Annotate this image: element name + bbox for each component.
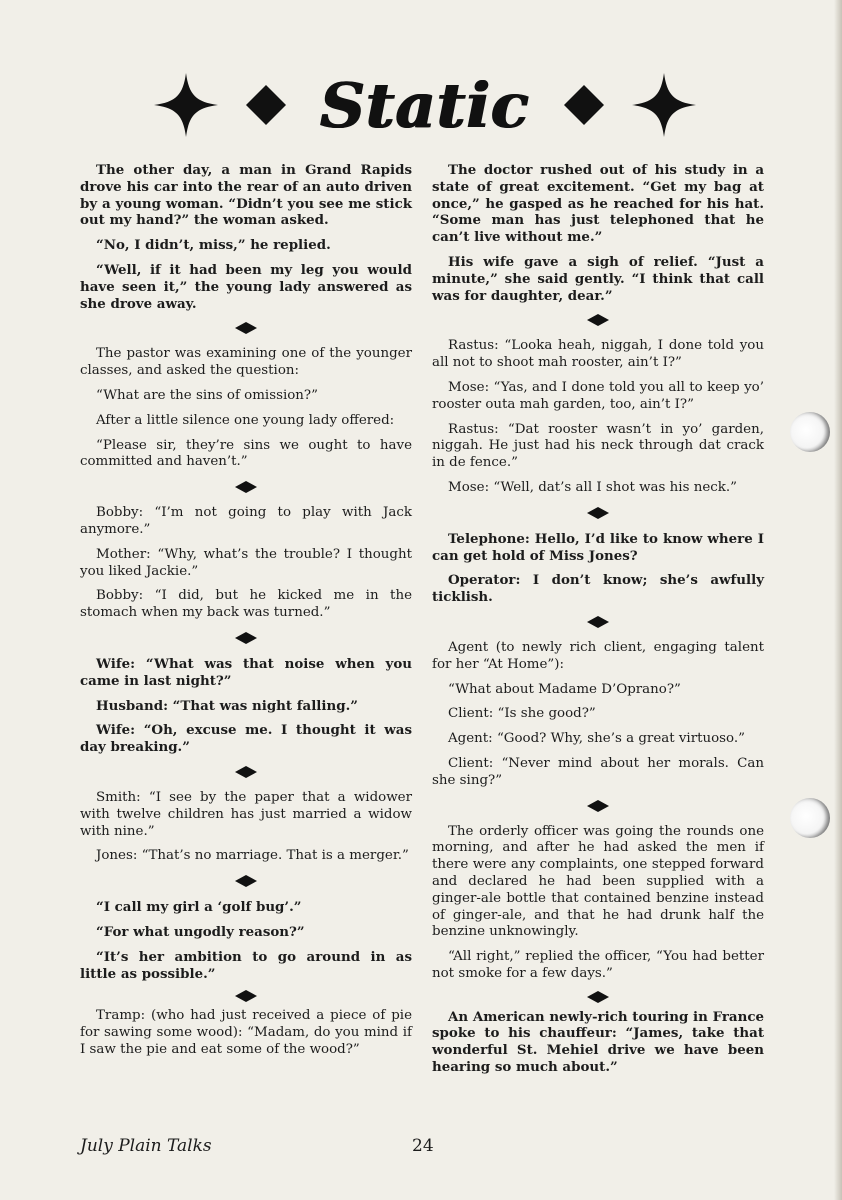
diamond-separator-icon (235, 322, 257, 334)
joke-chauffeur (432, 1009, 764, 1076)
separator (432, 616, 764, 628)
publication-name: July Plain Talks (80, 1136, 212, 1156)
diamond-separator-icon (235, 481, 257, 493)
paragraph: Bobby: “I’m not going to play with Jack anymore.” (80, 505, 412, 537)
paragraph: “What about Madame D’Oprano?” (448, 681, 681, 697)
page-edge-shadow (834, 0, 842, 1200)
binder-hole (790, 798, 830, 838)
paragraph: “No, I didn’t, miss,” he replied. (96, 237, 331, 254)
four-point-star-icon (154, 73, 218, 137)
right-column (432, 162, 764, 1084)
joke-night-falling (80, 656, 412, 756)
paragraph: Wife: “What was that noise when you came in last night?” (80, 655, 412, 689)
separator (80, 766, 412, 778)
joke-pastor (80, 346, 412, 471)
diamond-separator-icon (235, 632, 257, 644)
separator (80, 632, 412, 644)
joke-telephone (432, 531, 764, 606)
diamond-separator-icon (235, 766, 257, 778)
diamond-separator-icon (235, 990, 257, 1002)
paragraph: Tramp: (who had just received a piece of pie for sawing some wood): “Madam, do you mind if I saw the pie and eat some of the wood?” (80, 1008, 412, 1057)
separator (432, 314, 764, 326)
paragraph: Jones: “That’s no marriage. That is a merger.” (96, 848, 409, 864)
paragraph: The doctor rushed out of his study in a state of great excitement. “Get my bag at once,” he gasped as he reached for his hat. “Some man has just telephoned that he can’t live without me.” (432, 162, 764, 246)
separator (80, 322, 412, 334)
separator (432, 507, 764, 519)
diamond-separator-icon (587, 800, 609, 812)
paragraph: “What are the sins of omission?” (96, 387, 318, 403)
paragraph: An American newly-rich touring in France spoke to his chauffeur: “James, take that wonderful St. Mehiel drive we have been hearing so much about.” (432, 1008, 764, 1076)
diamond-separator-icon (587, 616, 609, 628)
joke-orderly-officer (432, 824, 764, 983)
diamond-separator-icon (587, 991, 609, 1003)
joke-golf-bug (80, 899, 412, 982)
paragraph: Bobby: “I did, but he kicked me in the stomach when my back was turned.” (80, 588, 412, 621)
page-number: 24 (412, 1136, 434, 1156)
page-header (100, 60, 750, 150)
paragraph: Rastus: “Looka heah, niggah, I done told you all not to shoot mah rooster, ain’t I?” (432, 338, 764, 371)
diamond-separator-icon (587, 314, 609, 326)
paragraph: “For what ungodly reason?” (96, 923, 305, 940)
joke-rooster (432, 338, 764, 496)
paragraph: Mose: “Well, dat’s all I shot was his neck.” (448, 479, 737, 495)
paragraph: After a little silence one young lady offered: (96, 412, 395, 428)
separator (432, 800, 764, 812)
binder-hole (790, 412, 830, 452)
paragraph: Wife: “Oh, excuse me. I thought it was day breaking.” (80, 722, 412, 756)
diamond-icon (564, 85, 604, 125)
paragraph: Agent (to newly rich client, engaging talent for her “At Home”): (432, 639, 764, 672)
paragraph: Mother: “Why, what’s the trouble? I thought you liked Jackie.” (80, 546, 412, 579)
paragraph: “It’s her ambition to go around in as little as possible.” (80, 948, 412, 982)
paragraph: The orderly officer was going the rounds one morning, and after he had asked the men if there were any complaints, one stepped forward and declared he had been supplied with a ginger-ale bottle that contained benzine instead of ginger-ale, and that he had drunk half the benzine unknowingly. (432, 823, 764, 940)
paragraph: “Well, if it had been my leg you would have seen it,” the young lady answered as she drove away. (80, 261, 412, 312)
joke-tramp (80, 1008, 412, 1058)
paragraph: Agent: “Good? Why, she’s a great virtuoso.” (448, 731, 745, 747)
paragraph: Client: “Is she good?” (448, 706, 596, 722)
paragraph: “Please sir, they’re sins we ought to have committed and haven’t.” (80, 437, 412, 470)
joke-grand-rapids (80, 162, 412, 312)
diamond-icon (246, 85, 286, 125)
paragraph: Rastus: “Dat rooster wasn’t in yo’ garden, niggah. He just had his neck through dat crack in de fence.” (432, 421, 764, 471)
paragraph: His wife gave a sigh of relief. “Just a minute,” she said gently. “I think that call was for daughter, dear.” (432, 253, 764, 304)
joke-agent (432, 640, 764, 790)
paragraph: The other day, a man in Grand Rapids drove his car into the rear of an auto driven by a young woman. “Didn’t you see me stick out my hand?” the woman asked. (80, 162, 412, 229)
paragraph: The pastor was examining one of the younger classes, and asked the question: (80, 346, 412, 379)
paragraph: Mose: “Yas, and I done told you all to keep yo’ rooster outa mah garden, too, ain’t I?” (432, 379, 764, 412)
paragraph: Operator: I don’t know; she’s awfully ticklish. (432, 572, 764, 606)
four-point-star-icon (632, 73, 696, 137)
diamond-separator-icon (587, 507, 609, 519)
separator (432, 991, 764, 1003)
paragraph: “All right,” replied the officer, “You had better not smoke for a few days.” (432, 949, 764, 981)
left-column (80, 162, 412, 1067)
paragraph: Smith: “I see by the paper that a widower with twelve children has just married a widow with nine.” (80, 789, 412, 839)
joke-bobby (80, 505, 412, 622)
separator (80, 481, 412, 493)
page-title: Static (320, 68, 530, 142)
paragraph: “I call my girl a ‘golf bug’.” (96, 899, 302, 916)
separator (80, 875, 412, 887)
paragraph: Telephone: Hello, I’d like to know where I can get hold of Miss Jones? (432, 530, 764, 564)
paragraph: Client: “Never mind about her morals. Can she sing?” (432, 755, 764, 788)
paragraph: Husband: “That was night falling.” (96, 697, 358, 714)
separator (80, 990, 412, 1002)
diamond-separator-icon (235, 875, 257, 887)
joke-doctor (432, 162, 764, 304)
joke-merger (80, 790, 412, 865)
